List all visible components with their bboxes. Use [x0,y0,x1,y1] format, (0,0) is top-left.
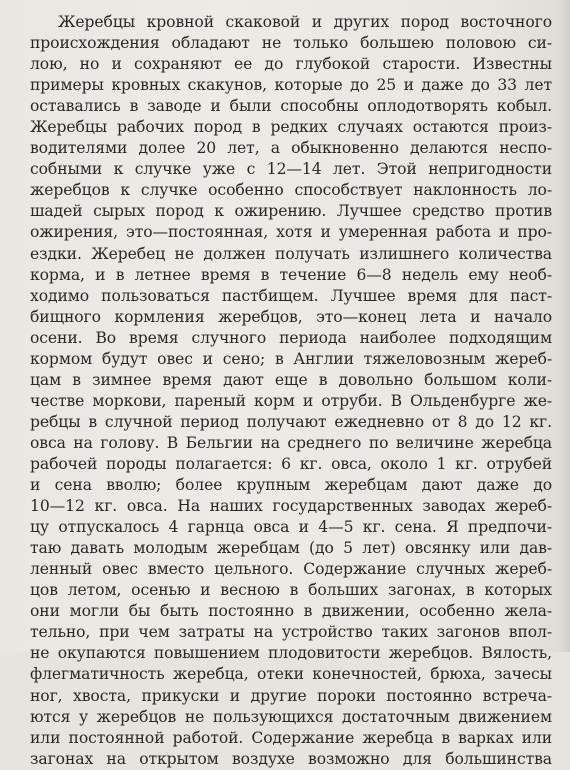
text-line: Жеребцы рабочих пород в редких случаях остаются произ- [30,118,552,137]
text-line: 10—12 кг. овса. На наших государственных заводах жереб- [30,497,552,516]
text-line: оставались в заводе и были способны оплодотворять кобыл. [30,97,552,116]
text-line: цов летом, осенью и весною в больших загонах, в которых [30,581,552,600]
text-line: или постоянной работой. Содержание жеребца в варках или [30,728,552,747]
text-line: кормом будут овес и сено; в Англии тяжеловозным жереб- [30,349,552,368]
text-line: лою, но и сохраняют ее до глубокой старости. Известны [30,55,552,74]
text-line: ребцы в случной период получают ежедневно от 8 до 12 кг. [30,412,552,431]
text-line: тельно, при чем затраты на устройство таких загонов впол- [30,623,552,642]
text-line: водителями долее 20 лет, а обыкновенно делаются неспо- [30,139,552,158]
text-line: корма, и в летнее время в течение 6—8 недель ему необ- [30,265,552,284]
text-line: собными к случке уже с 12—14 лет. Этой непригодности [30,160,552,179]
text-line: ются у жеребцов не пользующихся достаточным движением [30,707,552,726]
text-line: бищного кормления жеребцов, это—конец лета и начало [30,307,552,326]
text-line: жеребцов к случке особенно способствует наклонность ло- [30,181,552,200]
text-line: примеры кровных скакунов, которые до 25 и даже до 33 лет [30,76,552,95]
body-text [30,12,552,770]
text-line: шадей сырых пород к ожирению. Лучшее средство против [30,202,552,221]
text-line: ног, хвоста, прикуски и другие пороки постоянно встреча- [30,686,552,705]
text-line: они могли бы быть постоянно в движении, особенно жела- [30,602,552,621]
text-line: и сена вволю; более крупным жеребцам дают даже до [30,476,552,495]
page-edge-shadow [558,0,570,652]
text-line: цу отпускалось 4 гарнца овса и 4—5 кг. сена. Я предпочи- [30,518,552,537]
text-line: таю давать молодым жеребцам (до 5 лет) овсянку или дав- [30,539,552,558]
text-line: флегматичность жеребца, отеки конечностей, брюха, зачесы [30,665,552,684]
text-line: овса на голову. В Бельгии на среднего по величине жеребца [30,433,552,452]
text-line: ожирения, это—постоянная, хотя и умеренная работа и про- [30,223,552,242]
text-line: честве моркови, пареный корм и отруби. В Ольденбурге же- [30,391,552,410]
text-line: Жеребцы кровной скаковой и других пород восточного [58,13,552,31]
text-line: ленный овес вместо цельного. Содержание случных жереб- [30,560,552,579]
text-line: не окупаются повышением плодовитости жеребцов. Вялость, [30,644,552,663]
text-line: загонах на открытом воздухе возможно для большинства [30,749,552,768]
text-line: ходимо пользоваться пастбищем. Лучшее время для паст- [30,286,552,305]
text-line: происхождения обладают не только большею половою си- [30,34,552,53]
text-line: ездки. Жеребец не должен получать излишнего количества [30,244,552,263]
text-line: осени. Во время случного периода наиболее подходящим [30,328,552,347]
text-line: рабочей породы полагается: 6 кг. овса, около 1 кг. отрубей [30,454,552,473]
text-line: цам в зимнее время дают еще в довольно большом коли- [30,370,552,389]
